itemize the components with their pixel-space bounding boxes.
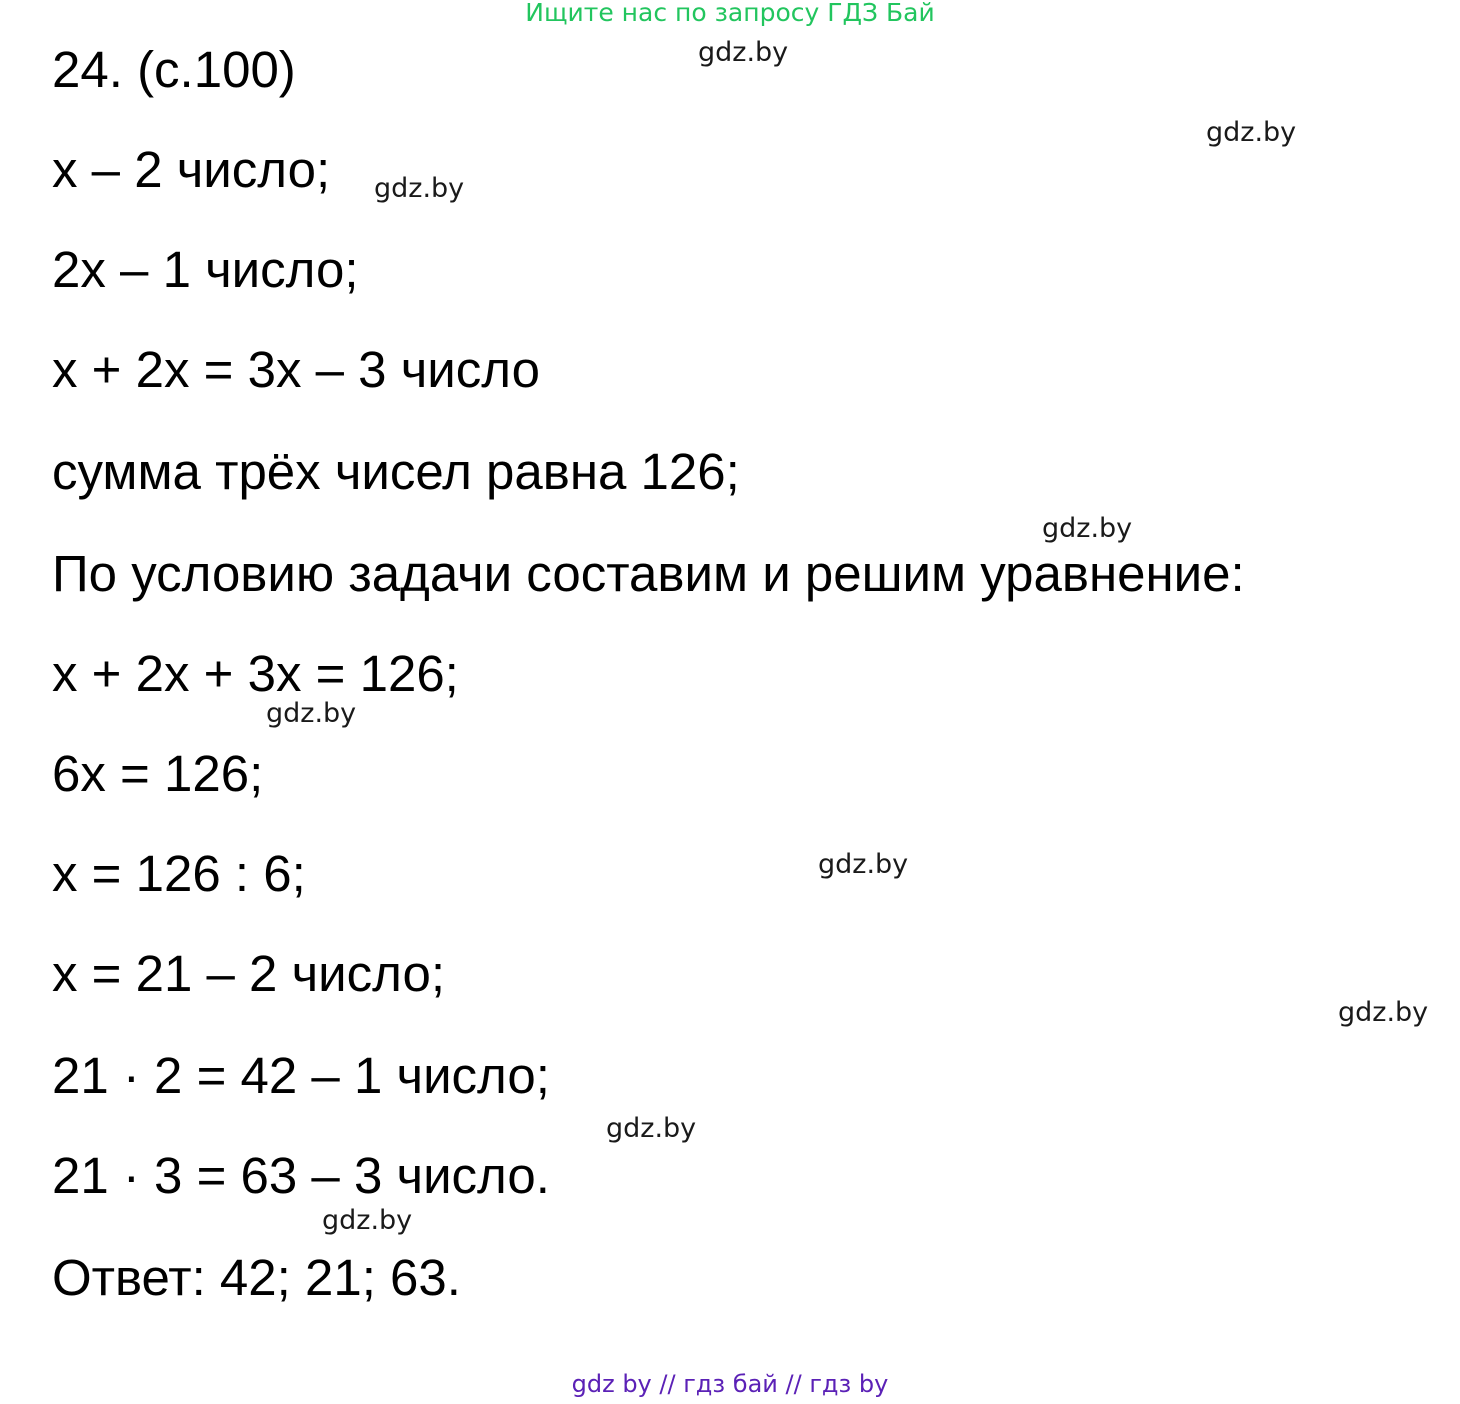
watermark: gdz.by	[818, 849, 909, 880]
watermark: gdz.by	[374, 173, 465, 204]
watermark: gdz.by	[1338, 997, 1429, 1028]
solution-line: х + 2х = 3х – 3 число	[52, 341, 540, 398]
solution-line: 21 · 2 = 42 – 1 число;	[52, 1047, 550, 1104]
solution-line: По условию задачи составим и решим уравнение:	[52, 545, 1245, 602]
solution-line: х = 21 – 2 число;	[52, 945, 446, 1002]
task-number: 24. (с.100)	[52, 41, 296, 98]
watermark: gdz.by	[1206, 117, 1297, 148]
footer-links: gdz by // гдз бай // гдз by	[571, 1370, 889, 1398]
solution-line: х = 126 : 6;	[52, 845, 306, 902]
watermark: gdz.by	[1042, 513, 1133, 544]
solution-line: х + 2х + 3х = 126;	[52, 645, 459, 702]
solution-line: сумма трёх чисел равна 126;	[52, 443, 740, 500]
solution-line: х – 2 число;	[52, 141, 331, 198]
solution-line: 2х – 1 число;	[52, 241, 359, 298]
watermark: gdz.by	[698, 37, 789, 68]
search-banner: Ищите нас по запросу ГДЗ Бай	[525, 0, 935, 27]
solution-line: 6х = 126;	[52, 745, 264, 802]
watermark: gdz.by	[322, 1205, 413, 1236]
watermark: gdz.by	[606, 1113, 697, 1144]
solution-line: 21 · 3 = 63 – 3 число.	[52, 1147, 550, 1204]
answer-line: Ответ: 42; 21; 63.	[52, 1249, 461, 1306]
watermark: gdz.by	[266, 698, 357, 729]
